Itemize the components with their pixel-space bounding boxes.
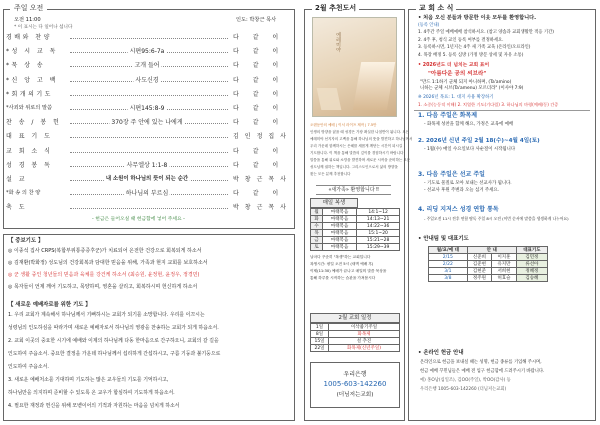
theme-verse-2: 니하는 군체 시브(Ta'amenu) 모르더라" (이사야 7:9)	[420, 86, 524, 91]
guide-cell: 허효슬	[492, 275, 517, 282]
worship-item-detail: 고개 들어	[132, 60, 161, 72]
schedule-row	[311, 324, 400, 331]
worship-item-label: 축 도	[6, 204, 27, 212]
news-4: 4. 리딩 지저스 성경 연합 통독	[418, 206, 499, 213]
guide-cell: 3/8	[429, 275, 468, 282]
guide-header-cell: 월/요/예 대	[429, 247, 468, 254]
worship-item-leader: 박창근목사	[230, 174, 290, 186]
reading-cell: 마태복음	[323, 244, 357, 251]
schedule-cell: 15일	[311, 338, 329, 345]
worship-item-leader: 김인정집사	[230, 131, 290, 143]
online-line: 헌금 예배 꾸민님들은 예배 전 입구 헌금함에 드려주시기 바랍니다.	[420, 369, 545, 374]
account-number: 1005-603-142260	[323, 380, 387, 388]
schedule-cell: 1일	[311, 324, 329, 331]
worship-item-leader: 다 같 이	[230, 60, 290, 72]
guide-cell: 김민정	[516, 254, 547, 261]
online-line: 예) 홍O남(십일조), 김OO(주일), 박OO(감사) 등	[420, 378, 511, 383]
worship-item-detail: 사무엘상 1:1-8	[125, 160, 170, 172]
welcome-line: 1. 4주간 주일 예배예배 참석하셔요. (참고 양솜과 교회생활만 적응 기간)	[418, 30, 554, 35]
guide-cell: 정혜정	[516, 268, 547, 275]
guide-cell: 유지만	[492, 261, 517, 268]
reading-cell: 마태복음	[323, 216, 357, 223]
guide-cell: 2/15	[429, 254, 468, 261]
book-desc-line: 말씀을 통해 위로와 소망을 발견하며 새로운 시작을 준비하는 모든	[310, 158, 411, 162]
offering-note: - 헌금은 들어오실 때 헌금함에 넣어 주세요 -	[92, 217, 185, 222]
newfam-title: 【 새로운 예배자로를 위한 기도 】	[8, 302, 91, 308]
worship-row	[4, 174, 290, 186]
daily-reading-title: 매일 복생	[322, 200, 346, 206]
reading-cell: 15:29~39	[357, 244, 400, 251]
worship-item-leader: 다 같 이	[230, 32, 290, 44]
guide-cell: 김승혜	[516, 275, 547, 282]
online-line: 온라인으로 헌금을 보내실 때는 성명, 헌금 종류를 기입해 주시며,	[420, 360, 542, 365]
order-of-worship-title: 주일 오전	[10, 3, 47, 13]
worship-item-detail: 시편95:6-7a	[128, 46, 167, 58]
worship-item-detail: 사도신경	[133, 75, 160, 87]
book-desc-line: 오랜동안의 예배 | 이서 라이프 제작 | 7.5만	[310, 123, 377, 127]
worship-item-label: *신 앙 고 백	[6, 76, 58, 84]
worship-row	[4, 32, 290, 44]
theme-verse-1: "만드 1:1하기 군체 되지 아니하며, (Ta'amino)	[420, 80, 512, 85]
recommended-book-title: 2월 추천도서	[312, 3, 359, 13]
schedule-title: 2월 교회 일정	[338, 315, 372, 321]
dotted-leader	[70, 137, 228, 138]
reading-cell: 14:1~12	[357, 209, 400, 216]
worship-item-leader: 다 같 이	[230, 75, 290, 87]
reading-cell: 마태복음	[323, 223, 357, 230]
reading-row	[311, 230, 400, 237]
news-4-detail: - 주일오전 11시 전후 연합 탐독 주일 8시 오전 (이번 순서에 말씀을 생생하게 나누어요)	[424, 216, 569, 221]
prayer-item: ◎ 이종석 집사 CRPS(복합부위통증증후군)가 치료되어 온전한 건강으로 회복되게 하소서	[8, 248, 202, 254]
worship-row	[4, 160, 290, 172]
book-desc-line: 우리 가운데 함께하시는 은혜를 새롭게 깨닫는 시간이 되시길	[310, 144, 403, 148]
book-desc-line: 기도합니다. 이 책을 통해 말씀의 깊이를 경험하시기 바랍니다	[310, 151, 404, 155]
guide-row	[429, 275, 548, 282]
worship-item-label: 설 교	[6, 176, 27, 183]
welcome-line: 2. 4주 후, 청식 교인 등록 여부를 결정하세요.	[418, 37, 504, 43]
newfam-item: 4. 필요한 재정과 헌신을 위해 모벧이어의 기적과 자원하는 마음을 넘치게 하소서	[8, 403, 180, 409]
prayer-item: ◎ 목자들이 언제 깨어 기도하고, 목양하며, 영혼을 살리고, 회복하시며 헌신하게 하소서	[8, 284, 198, 290]
guide-cell: 정주원	[467, 275, 492, 282]
news-2-detail: - 1월(수) 매일 수요일보다 사순절이 시작됩니다	[424, 147, 516, 152]
book-desc-line: 예레미야 선지자의 고백을 통해 하나님의 뜻을 발견하고 하나님께서	[310, 137, 413, 141]
book-desc-line: 성도님께 권하는 책입니다. 그리스도인으로서 삶의 방향을	[310, 165, 398, 169]
reading-row	[311, 237, 400, 244]
book-cover-stripe	[317, 88, 342, 110]
reading-note-line: 이제(11:30) 예배가 끝나고 매일의 말씀 묵상을	[310, 269, 387, 273]
book-cover-title: 예레미야	[335, 32, 341, 52]
guide-header-row	[429, 247, 548, 254]
guide-header-cell: 대표기도	[516, 247, 547, 254]
worship-item-label: 성 경 봉 독	[6, 161, 53, 169]
reading-row	[311, 209, 400, 216]
worship-item-label: 경배와 찬양	[6, 34, 52, 41]
prayer-item: ◎ 김재환(박화정) 성도님의 건강회복과 담대한 믿음을 위해, 가족과 현지 교회를 보호하소서	[8, 260, 208, 266]
guide-row	[429, 261, 548, 268]
schedule-table	[310, 323, 400, 352]
worship-row	[4, 89, 290, 101]
worship-item-label: 대 표 기 도	[6, 133, 53, 141]
book-cover	[312, 17, 397, 117]
newfam-item: 3. 새로운 예배처소를 기대하며 기도하는 많은 교우들의 기도를 기억하시고,	[8, 377, 169, 383]
newfam-item: 하나님만을 의지하며 준비할 수 있도록 온 교우가 합심하여 기도하게 하옵소서.	[8, 390, 175, 396]
guide-table	[428, 246, 548, 282]
worship-row	[4, 188, 290, 200]
schedule-cell: 화목제	[329, 331, 400, 338]
schedule-cell: 8일	[311, 331, 329, 338]
worship-item-leader: 다 같 이	[230, 117, 290, 129]
reading-cell: 토	[311, 244, 323, 251]
worship-row	[4, 117, 290, 129]
reading-cell: 15:1~20	[357, 230, 400, 237]
schedule-cell: 22일	[311, 345, 329, 352]
reading-cell: 14:22~36	[357, 223, 400, 230]
church-news-title: 교 회 소 식	[416, 3, 456, 13]
online-line: 우리은행 1005-603-142260 (더님저는교회)	[420, 387, 507, 392]
guide-cell: 김현준	[467, 268, 492, 275]
reading-note-line: 날마다 꾸준히 "복생"하는 교회입니다	[310, 255, 371, 259]
worship-item-label: 교 회 소 식	[6, 147, 53, 155]
worship-item-label: *성 시 교 독	[6, 48, 58, 56]
worship-item-leader: 박창근목사	[230, 202, 290, 214]
worship-item-leader: 다 같 이	[230, 89, 290, 101]
online-offering-title: • 온라인 헌금 안내	[418, 350, 464, 356]
schedule-row	[311, 338, 400, 345]
schedule-cell: 이삭줍기주일	[329, 324, 400, 331]
newfamily-welcome-banner	[316, 185, 391, 195]
reading-cell: 마태복음	[323, 237, 357, 244]
reading-note-line: 복생시간: 평일 오전 5시 (새벽 예배 후)	[310, 262, 374, 266]
schedule-row	[311, 345, 400, 352]
worship-item-label: 찬 송 / 봉 헌	[6, 119, 62, 127]
guide-cell: 신준희	[467, 254, 492, 261]
news-3-detail-b: - 선교사 후원 주변과 오늘 섬겨 주세요.	[424, 188, 499, 193]
reading-row	[311, 244, 400, 251]
dotted-leader	[70, 208, 228, 209]
newfam-item: 인도하여 주옵소서.	[8, 364, 49, 370]
guide-title: • 안내팀 및 대표기도	[418, 236, 469, 242]
worship-item-detail: 내 소원이 하나님의 뜻이 되는 순간	[104, 174, 190, 186]
dotted-leader	[70, 95, 228, 96]
worship-item-leader: 다 같 이	[230, 46, 290, 58]
reading-cell: 15:21~28	[357, 237, 400, 244]
welcome-line: 4. 목장 배정 5. 등록 심방 (가정 방문 상세 및 자유 소통)	[418, 52, 524, 58]
reading-cell: 마태복음	[323, 209, 357, 216]
guide-cell: 김준현	[467, 261, 492, 268]
theme-note: ※ 2026년 목표: 1. 대지 사용 확장하기	[418, 95, 494, 100]
book-desc-line: 인생의 방향을 잃을 때 성경은 가장 확실한 나침반이 됩니다. 모든	[310, 130, 410, 134]
worship-item-detail: 하나님의 부르심	[124, 188, 170, 200]
prayer-item: ◎ 군 생활 중인 청년들의 믿음과 육체를 강건케 하소서 (최승원, 윤정현, 윤정우, 정경민)	[8, 272, 200, 278]
service-time: 오전 11:00	[14, 17, 41, 23]
guide-cell: 서희현	[492, 268, 517, 275]
newfamily-welcome-text: «새가족» 환영합니다 ‼	[328, 187, 379, 193]
worship-item-label: *화 송 의 찬 양	[6, 190, 41, 197]
worship-row	[4, 131, 290, 143]
guide-row	[429, 254, 548, 261]
daily-reading-header	[310, 198, 358, 208]
worship-item-detail: 시편145:8-9	[128, 103, 167, 115]
guide-cell: 3/1	[429, 268, 468, 275]
reading-cell: 수	[311, 223, 323, 230]
theme-intro: • 2026년도 더 넘치는 교회 표어	[418, 63, 490, 68]
worship-item-label: *묵 상 송	[6, 62, 46, 70]
worship-row	[4, 146, 290, 158]
worship-item-leader: 다 같 이	[230, 160, 290, 172]
worship-row	[4, 103, 290, 115]
account-holder: (더님저는교회)	[336, 392, 374, 398]
news-3-detail-a: - 기도로 물질로 모아 보내는 선교사가 됩니다.	[424, 181, 512, 186]
news-1-detail: - 화목제 성찬을 함께 해요, 가정은 교육에 예배	[424, 122, 514, 127]
schedule-row	[311, 331, 400, 338]
reading-cell: 화	[311, 216, 323, 223]
dotted-leader	[70, 152, 228, 153]
dotted-leader	[70, 38, 228, 39]
reading-note-line: 통해 하루를 시작하는 습관을 가져봅시다	[310, 276, 376, 280]
worship-item-detail: 370장 주 안에 있는 나에게	[109, 117, 184, 129]
worship-row	[4, 60, 290, 72]
worship-row	[4, 202, 290, 214]
newfam-item: 인도하여 주옵소서. 중요한 결정을 가운데 하나님께서 섭리하게 간섭하시고, 구름 기둥과 불기둥으로	[8, 351, 221, 357]
account-box	[310, 362, 400, 408]
guide-cell: 류선아	[516, 261, 547, 268]
news-2: 2. 2026년 신년 주일 2월 18(수)~4월 4일(토)	[418, 138, 540, 144]
worship-row	[4, 75, 290, 87]
book-desc-line: 찾는 모든 분께 추천합니다	[310, 172, 351, 176]
theme-motto: "아름다운 공의 씨브라"	[428, 71, 487, 77]
worship-item-label: *회개의기도	[6, 90, 53, 98]
newfam-item: 2. 교회 이곳의 중요한 시기에 예배와 이제의 하나님께 다동 한마음으로 간구하오니, 교회의 갈 길을	[8, 338, 219, 344]
schedule-cell: 화목제(신년주일)	[329, 345, 400, 352]
newfam-item: 성령님의 인도하심을 따라가며 새로운 예배자로서 하나님의 영광을 찬송하는 교회가 되게 하옵소서.	[8, 325, 219, 331]
newfam-item: 1. 우리 교회가 계속해서 하나님께서 기뻐하시는 교회가 되기를 소망합니다. 우리를 이끄시는	[8, 312, 205, 318]
reading-cell: 14:13~21	[357, 216, 400, 223]
news-3: 3. 다음 주일은 선교 주일	[418, 171, 485, 178]
guide-header-cell: 안 내	[467, 247, 516, 254]
worship-item-leader: 다 같 이	[230, 188, 290, 200]
daily-reading-table	[310, 208, 400, 251]
worship-item-label: *사죄와 위로의 말씀	[6, 105, 52, 111]
welcome-line: 3. 등록하시면, 1년지는 4주 새 가족 교육 (온라인/오프라인)	[418, 45, 531, 50]
welcome-line: (등록 안내)	[418, 22, 440, 28]
guide-cell: 이지훈	[492, 254, 517, 261]
reading-cell: 목	[311, 230, 323, 237]
schedule-cell: 설 추진	[329, 338, 400, 345]
theme-note-2: 1. 소중(능동적 이해) 2. 치열한 기도(기다림) 3. 하나님의 마령(예배/동) 간증	[418, 102, 559, 107]
service-leader: 인도: 박창근 목사	[236, 17, 277, 23]
bank-name: 우리은행	[343, 371, 367, 378]
reading-cell: 금	[311, 237, 323, 244]
guide-cell: 2/22	[429, 261, 468, 268]
stand-note: * 이 표시는 다 일어나 섭니다	[14, 25, 73, 30]
reading-cell: 월	[311, 209, 323, 216]
schedule-header	[310, 313, 400, 323]
worship-item-leader: 다 같 이	[230, 103, 290, 115]
book-cover-stripe	[353, 62, 395, 110]
reading-row	[311, 216, 400, 223]
worship-item-leader: 다 같 이	[230, 146, 290, 158]
welcome-line: • 처음 오신 분들과 방문한 이웃 모두를 환영합니다.	[418, 15, 537, 21]
guide-row	[429, 268, 548, 275]
worship-row	[4, 46, 290, 58]
reading-cell: 마태복음	[323, 230, 357, 237]
divider	[414, 110, 590, 111]
reading-row	[311, 223, 400, 230]
prayer-title: 【 중보기도 】	[8, 238, 44, 244]
news-1: 1. 다음 주일은 화목제	[418, 112, 478, 119]
